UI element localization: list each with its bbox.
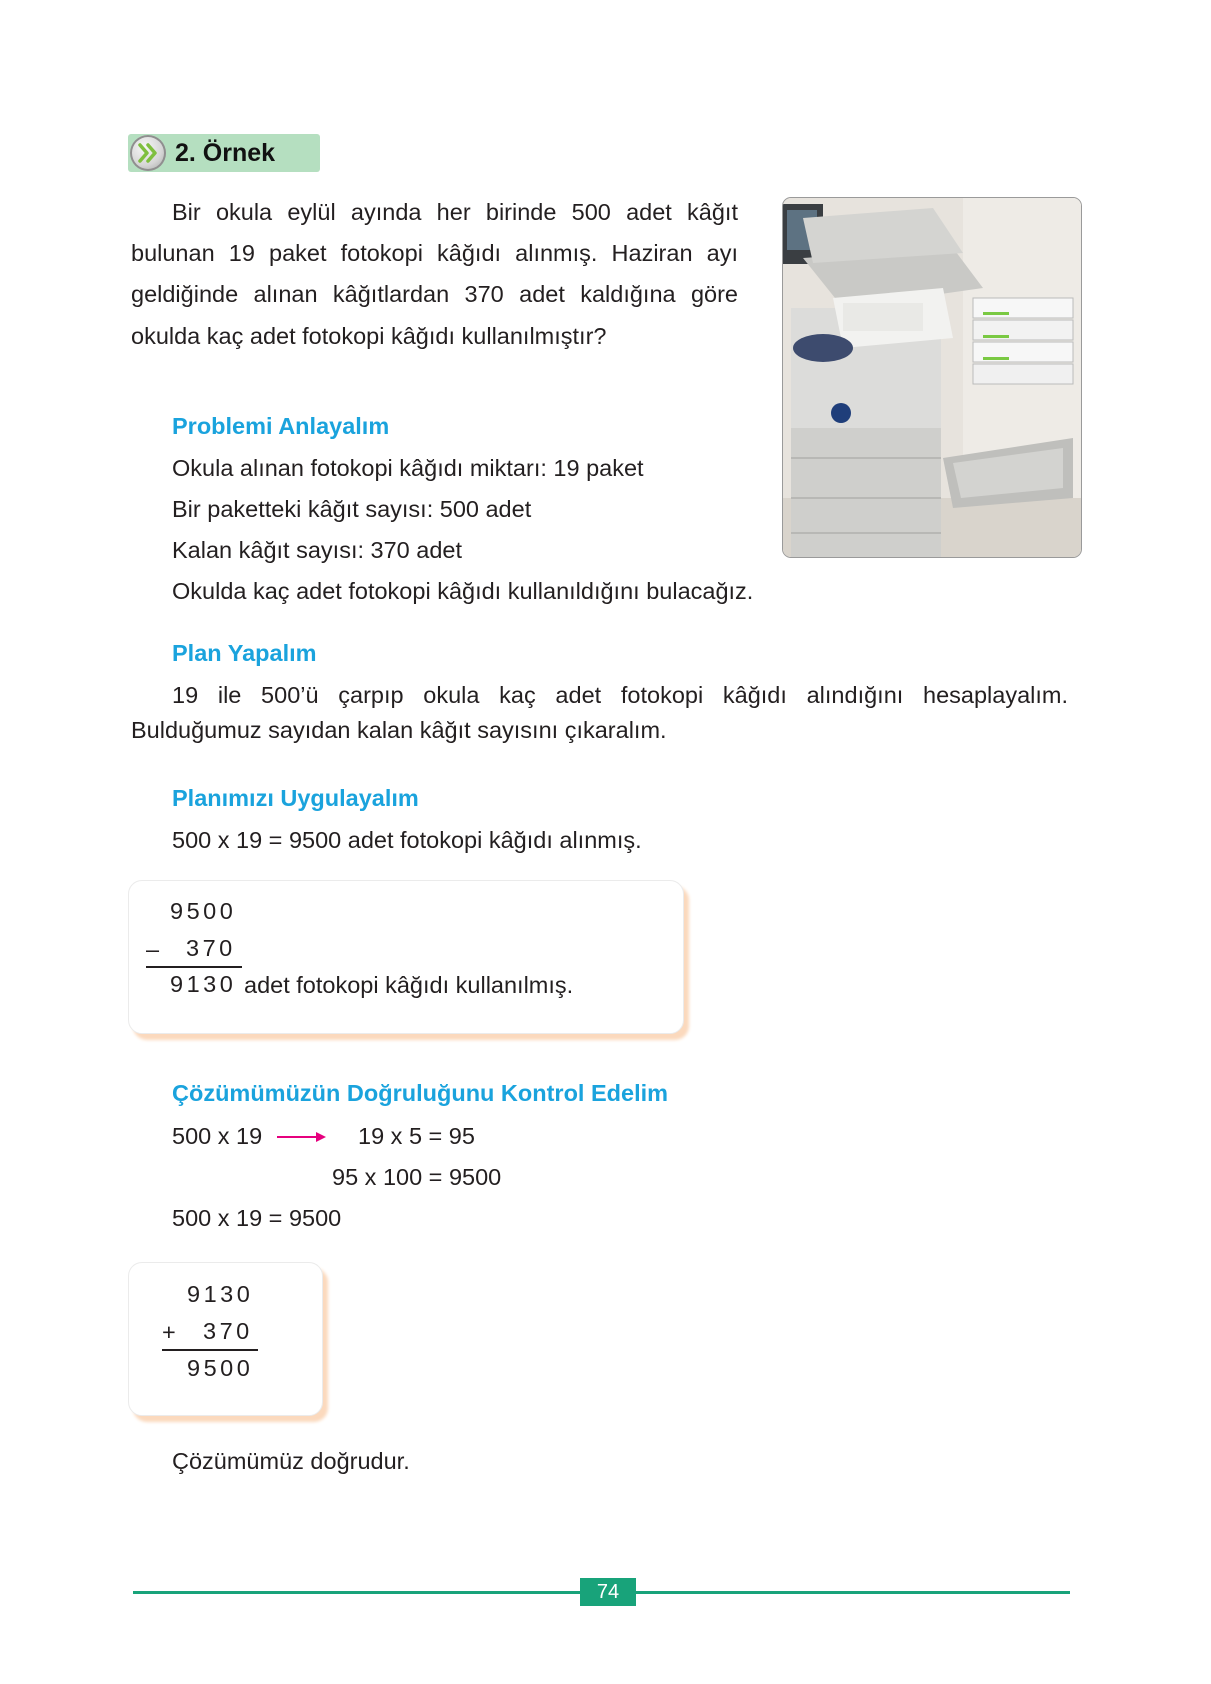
subtraction-result: 9130 <box>170 971 237 997</box>
addition-bottom: 370 <box>203 1318 253 1344</box>
problem-line-4: okulda kaç adet fotokopi kâğıdı kullanılmıştır? <box>131 323 607 349</box>
page-number: 74 <box>596 1581 620 1603</box>
addition-result: 9500 <box>187 1355 254 1381</box>
understand-heading: Problemi Anlayalım <box>172 413 390 439</box>
check-conclusion: Çözümümüz doğrudur. <box>172 1448 410 1474</box>
problem-line-2: bulunan 19 paket fotokopi kâğıdı alınmış. Haziran ayı <box>131 240 738 266</box>
check-final: 500 x 19 = 9500 <box>172 1205 342 1231</box>
understand-line-2: Bir paketteki kâğıt sayısı: 500 adet <box>172 496 532 522</box>
check-heading: Çözümümüzün Doğruluğunu Kontrol Edelim <box>172 1080 669 1106</box>
check-step-2: 95 x 100 = 9500 <box>332 1164 502 1190</box>
footer-rule-left <box>133 1591 582 1594</box>
plan-line-1: 19 ile 500’ü çarpıp okula kaç adet fotokopi kâğıdı alındığını hesaplayalım. <box>172 682 1068 708</box>
check-step-1: 19 x 5 = 95 <box>358 1123 475 1149</box>
example-title: 2. Örnek <box>175 139 276 167</box>
check-left-expr: 500 x 19 <box>172 1123 263 1149</box>
double-chevron-right-icon <box>130 135 166 171</box>
apply-line: 500 x 19 = 9500 adet fotokopi kâğıdı alınmış. <box>172 827 642 853</box>
subtraction-bottom: 370 <box>186 935 236 961</box>
plan-line-2: Bulduğumuz sayıdan kalan kâğıt sayısını çıkaralım. <box>131 717 667 743</box>
subtraction-rule <box>146 966 242 968</box>
photocopier-photo <box>782 197 1082 558</box>
subtraction-operator: – <box>146 936 160 962</box>
arrow-right-icon <box>276 1129 328 1145</box>
understand-line-1: Okula alınan fotokopi kâğıdı miktarı: 19 paket <box>172 455 644 481</box>
subtraction-top: 9500 <box>170 898 237 924</box>
understand-line-4: Okulda kaç adet fotokopi kâğıdı kullanıldığını bulacağız. <box>172 578 754 604</box>
addition-rule <box>162 1349 258 1351</box>
understand-line-3: Kalan kâğıt sayısı: 370 adet <box>172 537 463 563</box>
problem-line-3: geldiğinde alınan kâğıtlardan 370 adet kaldığına göre <box>131 281 738 307</box>
problem-line-1: Bir okula eylül ayında her birinde 500 adet kâğıt <box>172 199 738 225</box>
page-number-box <box>580 1578 636 1606</box>
apply-heading: Planımızı Uygulayalım <box>172 785 419 811</box>
subtraction-result-text: adet fotokopi kâğıdı kullanılmış. <box>244 972 574 998</box>
addition-top: 9130 <box>187 1281 254 1307</box>
footer-rule-right <box>634 1591 1070 1594</box>
plan-heading: Plan Yapalım <box>172 640 317 666</box>
addition-operator: + <box>162 1319 176 1345</box>
